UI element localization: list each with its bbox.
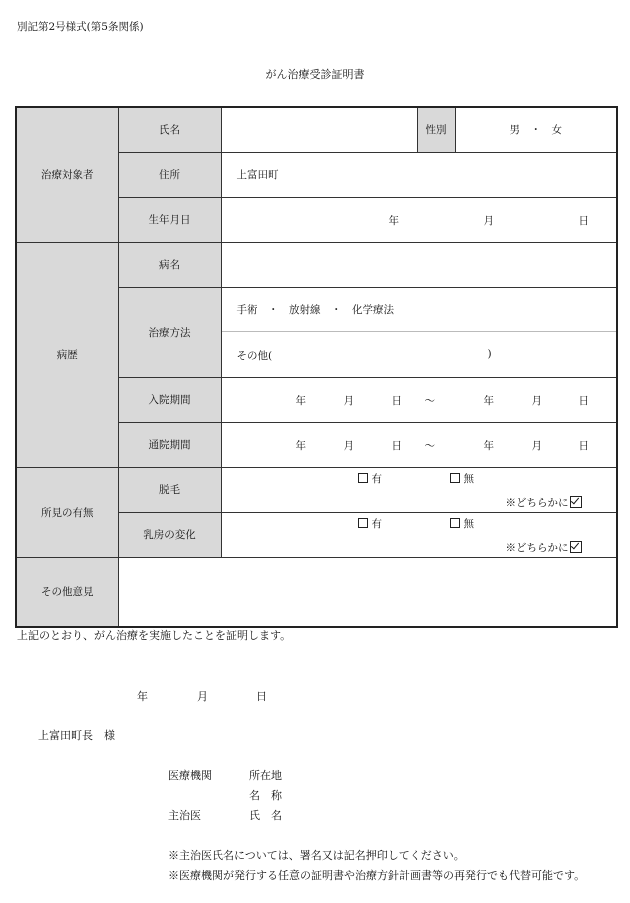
- breast-note: ※どちらかに: [506, 540, 582, 555]
- hair-loss-label: 脱毛: [118, 467, 221, 512]
- outpatient-start-year: 年: [295, 439, 306, 452]
- method-other-label: その他(: [236, 349, 273, 362]
- note-substitute: ※医療機関が発行する任意の証明書や治療方針計画書等の再発行でも代替可能です。: [168, 869, 586, 882]
- institution-name-label: 名 称: [249, 789, 282, 802]
- outpatient-label: 通院期間: [118, 422, 221, 467]
- breast-change-field: [221, 512, 617, 557]
- name-field[interactable]: [221, 107, 417, 152]
- date-year: 年: [137, 690, 148, 703]
- history-section-label: 病歴: [16, 242, 118, 467]
- outpatient-start-day: 日: [391, 439, 402, 452]
- location-label: 所在地: [249, 769, 282, 782]
- addressee: 上富田町長 様: [38, 729, 115, 742]
- outpatient-end-year: 年: [483, 439, 494, 452]
- inpatient-end-year: 年: [483, 394, 494, 407]
- date-day: 日: [256, 690, 267, 703]
- inpatient-end-month: 月: [531, 394, 542, 407]
- birthdate-label: 生年月日: [118, 197, 221, 242]
- other-opinion-label: その他意見: [16, 557, 118, 627]
- inpatient-end-day: 日: [578, 394, 589, 407]
- form-reference: 別記第2号様式(第5条関係): [17, 21, 144, 33]
- doctor-name-label: 氏 名: [249, 809, 282, 822]
- method-other-field[interactable]: [221, 331, 617, 377]
- findings-section-label: 所見の有無: [16, 467, 118, 557]
- address-label: 住所: [118, 152, 221, 197]
- other-opinion-field[interactable]: [118, 557, 617, 627]
- checkmark-icon: [570, 541, 582, 553]
- hair-note: ※どちらかに: [506, 495, 582, 510]
- disease-field[interactable]: [221, 242, 617, 287]
- document-title: がん治療受診証明書: [265, 68, 365, 81]
- outpatient-period-field[interactable]: [221, 422, 617, 467]
- gender-label: 性別: [417, 107, 455, 152]
- method-label: 治療方法: [118, 287, 221, 377]
- institution-label: 医療機関: [168, 769, 212, 782]
- inpatient-tilde: ～: [424, 394, 435, 407]
- method-options[interactable]: 手術 ・ 放射線 ・ 化学療法: [221, 287, 617, 331]
- address-field[interactable]: 上富田町: [221, 152, 617, 197]
- inpatient-period-field[interactable]: [221, 377, 617, 422]
- birth-year: 年: [388, 214, 399, 227]
- birth-day: 日: [578, 214, 589, 227]
- inpatient-label: 入院期間: [118, 377, 221, 422]
- breast-no-checkbox[interactable]: 無: [450, 516, 475, 531]
- breast-yes-checkbox[interactable]: 有: [358, 516, 383, 531]
- patient-section-label: 治療対象者: [16, 107, 118, 242]
- date-month: 月: [197, 690, 208, 703]
- outpatient-start-month: 月: [343, 439, 354, 452]
- certificate-table: [15, 106, 618, 628]
- name-label: 氏名: [118, 107, 221, 152]
- checkmark-icon: [570, 496, 582, 508]
- breast-change-label: 乳房の変化: [118, 512, 221, 557]
- note-signature: ※主治医氏名については、署名又は記名押印してください。: [168, 849, 465, 862]
- hair-loss-field: [221, 467, 617, 512]
- inpatient-start-year: 年: [295, 394, 306, 407]
- certify-statement: 上記のとおり、がん治療を実施したことを証明します。: [17, 629, 292, 642]
- hair-yes-checkbox[interactable]: 有: [358, 471, 383, 486]
- gender-options[interactable]: 男 ・ 女: [455, 107, 617, 152]
- outpatient-end-day: 日: [578, 439, 589, 452]
- birthdate-field[interactable]: [221, 197, 617, 242]
- outpatient-end-month: 月: [531, 439, 542, 452]
- inpatient-start-day: 日: [391, 394, 402, 407]
- method-other-close: ): [487, 347, 492, 360]
- inpatient-start-month: 月: [343, 394, 354, 407]
- birth-month: 月: [483, 214, 494, 227]
- disease-label: 病名: [118, 242, 221, 287]
- hair-no-checkbox[interactable]: 無: [450, 471, 475, 486]
- doctor-label: 主治医: [168, 809, 201, 822]
- outpatient-tilde: ～: [424, 439, 435, 452]
